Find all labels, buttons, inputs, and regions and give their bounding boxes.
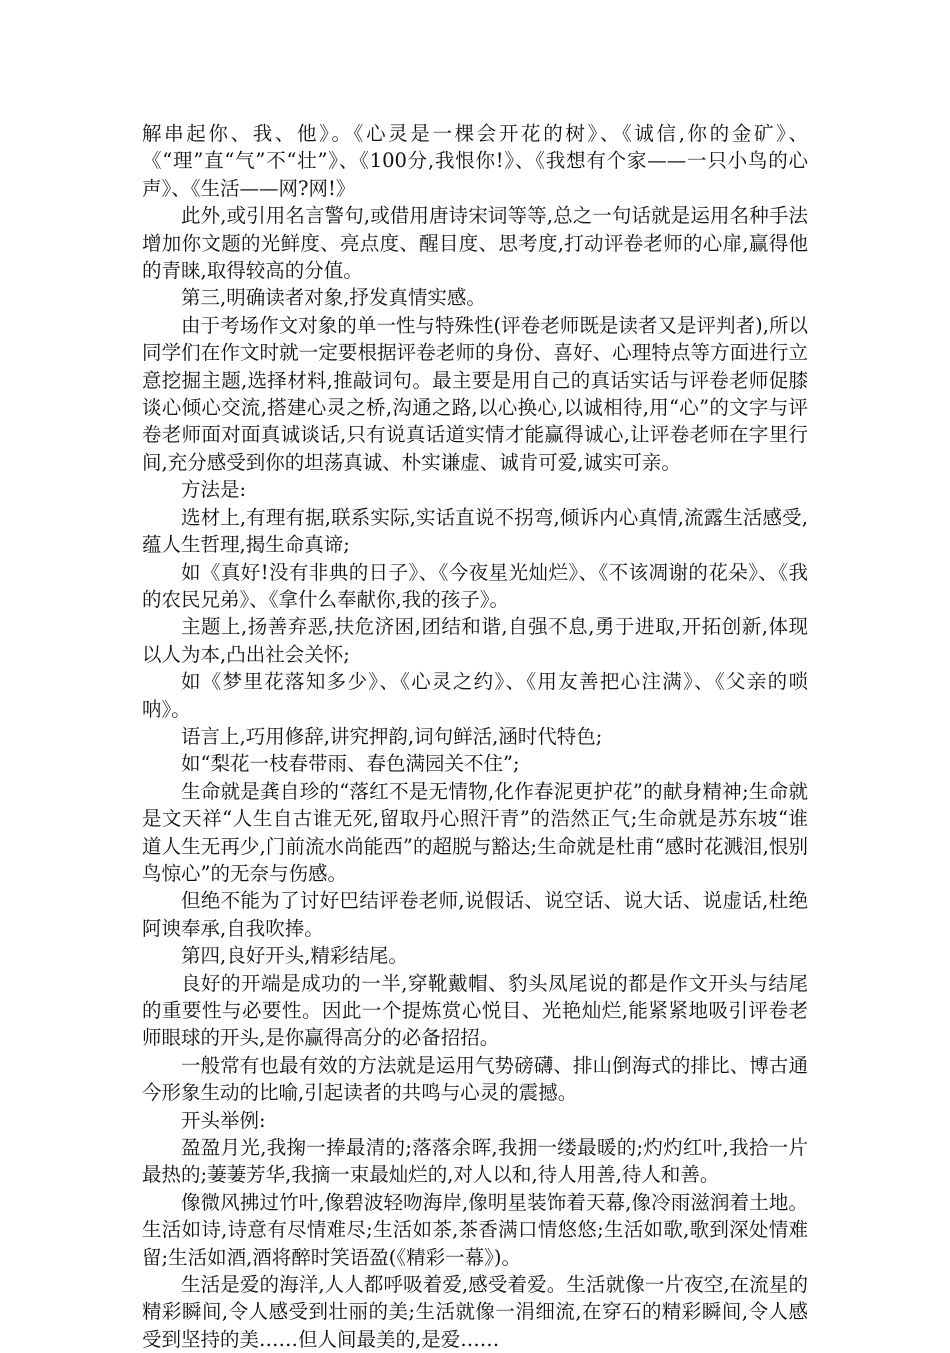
paragraph-method-label: 方法是: bbox=[181, 478, 247, 502]
paragraph-material-examples: 如《真好!没有非典的日子》、《今夜星光灿烂》、《不该凋谢的花朵》、《我的农民兄弟》、《拿什么奉献你,我的孩子》。 bbox=[142, 560, 808, 611]
paragraph-good-start: 良好的开端是成功的一半,穿靴戴帽、豹头凤尾说的都是作文开头与结尾的重要性与必要性。因此一个提炼赏心悦目、光艳灿烂,能紧紧地吸引评卷老师眼球的开头,是你赢得高分的必备招招。 bbox=[142, 971, 808, 1050]
paragraph-language: 语言上,巧用修辞,讲究押韵,词句鲜活,涵时代特色; bbox=[181, 724, 603, 748]
section-heading-third: 第三,明确读者对象,抒发真情实感。 bbox=[181, 286, 486, 310]
paragraph-quotes-advice: 此外,或引用名言警句,或借用唐诗宋词等等,总之一句话就是运用名种手法增加你文题的光鲜度、亮点度、醒目度、思考度,打动评卷老师的心扉,赢得他的青睐,取得较高的分值。 bbox=[142, 204, 808, 283]
paragraph-warning: 但绝不能为了讨好巴结评卷老师,说假话、说空话、说大话、说虚话,杜绝阿谀奉承,自我吹捧。 bbox=[142, 889, 808, 940]
paragraph-continued-title-list: 解串起你、我、他》。《心灵是一棵会开花的树》、《诚信,你的金矿》、《“理”直“气”不“壮”》、《100分,我恨你!》、《我想有个家——一只小鸟的心声》、《生活——网?网!》 bbox=[142, 122, 808, 200]
paragraph-life-quotes: 生命就是龚自珍的“落红不是无情物,化作春泥更护花”的献身精神;生命就是文天祥“人生自古谁无死,留取丹心照汗青”的浩然正气;生命就是苏东坡“谁道人生无再少,门前流水尚能西”的超脱与豁达;生命就是杜甫“感时花溅泪,恨别鸟惊心”的无奈与伤感。 bbox=[142, 779, 808, 885]
paragraph-opening-example-3: 生活是爱的海洋,人人都呼吸着爱,感受着爱。生活就像一片夜空,在流星的精彩瞬间,令人感受到壮丽的美;生活就像一涓细流,在穿石的精彩瞬间,令人感受到坚持的美……但人间最美的,是爱…… bbox=[142, 1273, 808, 1351]
paragraph-material-selection: 选材上,有理有据,联系实际,实话直说不拐弯,倾诉内心真情,流露生活感受,蕴人生哲理,揭生命真谛; bbox=[142, 505, 808, 557]
paragraph-theme-examples: 如《梦里花落知多少》、《心灵之约》、《用友善把心注满》、《父亲的唢呐》。 bbox=[142, 670, 808, 721]
paragraph-reader-target: 由于考场作文对象的单一性与特殊性(评卷老师既是读者又是评判者),所以同学们在作文时就一定要根据评卷老师的身份、喜好、心理特点等方面进行立意挖掘主题,选择材料,推敲词句。最主要是用自己的真话实话与评卷老师促膝谈心倾心交流,搭建心灵之桥,沟通之路,以心换心,以诚相待,用“心”的文字与评卷老师面对面真诚谈话,只有说真话道实情才能赢得诚心,让评卷老师在字里行间,充分感受到你的坦荡真诚、朴实谦虚、诚肯可爱,诚实可亲。 bbox=[142, 313, 808, 474]
paragraph-effective-method: 一般常有也最有效的方法就是运用气势磅礴、排山倒海式的排比、博古通今形象生动的比喻,引起读者的共鸣与心灵的震撼。 bbox=[142, 1053, 808, 1105]
paragraph-theme: 主题上,扬善弃恶,扶危济困,团结和谐,自强不息,勇于进取,开拓创新,体现以人为本,凸出社会关怀; bbox=[142, 615, 808, 666]
paragraph-opening-example-2: 像微风拂过竹叶,像碧波轻吻海岸,像明星装饰着天幕,像冷雨滋润着土地。生活如诗,诗意有尽情难尽;生活如茶,茶香满口情悠悠;生活如歌,歌到深处情难留;生活如酒,酒将醉时笑语盈(《精彩一幕》)。 bbox=[142, 1190, 808, 1269]
paragraph-opening-example-1: 盈盈月光,我掬一捧最清的;落落余晖,我拥一缕最暖的;灼灼红叶,我拾一片最热的;萋萋芳华,我摘一束最灿烂的,对人以和,待人用善,待人和善。 bbox=[142, 1136, 808, 1187]
paragraph-language-example: 如“梨花一枝春带雨、春色满园关不住”; bbox=[181, 752, 520, 776]
paragraph-opening-examples-label: 开头举例: bbox=[181, 1108, 266, 1132]
document-body bbox=[142, 120, 808, 1353]
section-heading-fourth: 第四,良好开头,精彩结尾。 bbox=[181, 944, 408, 968]
